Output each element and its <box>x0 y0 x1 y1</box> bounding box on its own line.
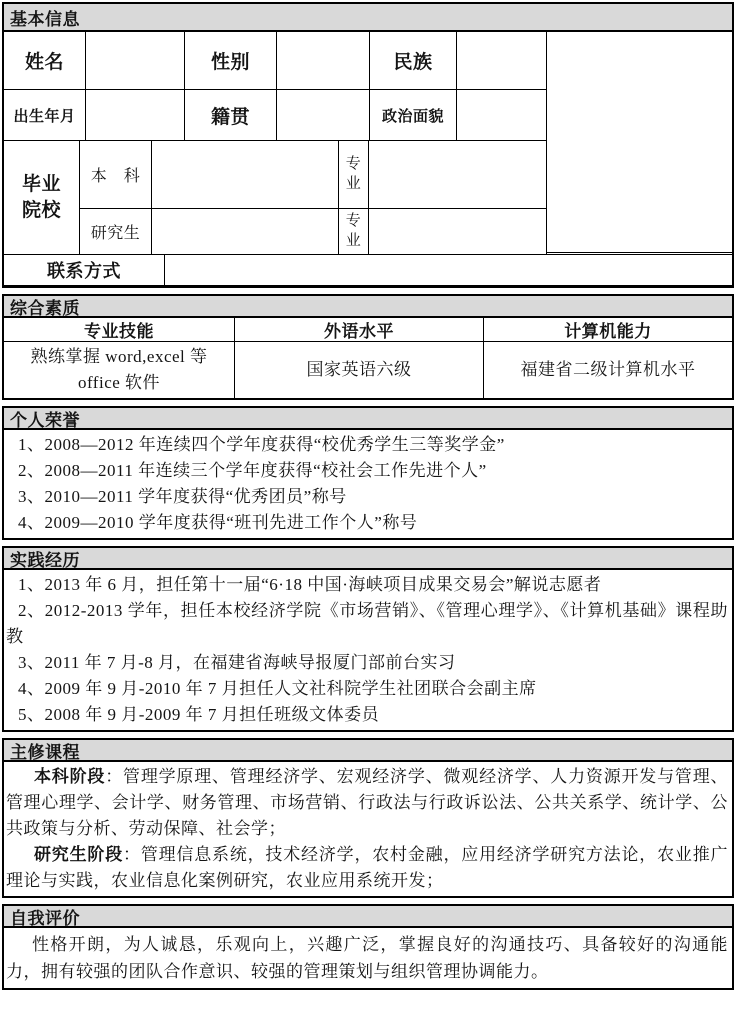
table-row <box>80 209 547 254</box>
section-title: 主修课程 <box>10 742 80 762</box>
honor-item: 4、2009—2010 学年度获得“班刊先进工作个人”称号 <box>18 513 418 532</box>
experience-item: 1、2013 年 6 月，担任第十一届“6·18 中国·海峡项目成果交易会”解说志愿者 <box>18 575 602 594</box>
graduate-stage-label: 研究生阶段 <box>34 845 124 864</box>
honors-list <box>2 430 734 540</box>
table-row <box>80 141 547 209</box>
section-title: 个人荣誉 <box>10 410 80 430</box>
experience-item: 3、2011 年 7 月-8 月，在福建省海峡导报厦门部前台实习 <box>18 653 456 672</box>
section-header-courses <box>2 738 734 762</box>
graduate-school-field[interactable] <box>152 209 339 254</box>
section-title: 自我评价 <box>10 908 80 928</box>
name-label: 姓名 <box>4 32 86 89</box>
self-evaluation-section <box>2 928 734 990</box>
native-place-label: 籍贯 <box>185 90 277 140</box>
skill-column-header: 专业技能 <box>4 318 235 341</box>
honor-item: 3、2010—2011 学年度获得“优秀团员”称号 <box>18 487 347 506</box>
contact-field[interactable] <box>165 255 732 285</box>
self-evaluation-text: 性格开朗，为人诚恳，乐观向上，兴趣广泛，掌握良好的沟通技巧、具备较好的沟通能力，拥有较强的团队合作意识、较强的管理策划与组织管理协调能力。 <box>6 935 728 981</box>
graduate-major-label: 专业 <box>339 209 369 254</box>
graduate-major-field[interactable] <box>369 209 547 254</box>
experience-item: 4、2009 年 9 月-2010 年 7 月担任人文社科院学生社团联合会副主席 <box>18 679 537 698</box>
undergraduate-major-field[interactable] <box>369 141 547 208</box>
graduate-courses <box>6 842 728 894</box>
undergraduate-courses-text: ：管理学原理、管理经济学、宏观经济学、微观经济学、人力资源开发与管理、管理心理学、会计学、财务管理、市场营销、行政法与行政诉讼法、公共关系学、统计学、公共政策与分析、劳动保障、社会学； <box>6 767 729 838</box>
section-title: 综合素质 <box>10 298 80 318</box>
section-header-experience <box>2 546 734 570</box>
graduate-courses-text: ：管理信息系统，技术经济学，农村金融，应用经济学研究方法论，农业推广理论与实践，农业信息化案例研究，农业应用系统开发； <box>6 845 729 890</box>
birth-date-field[interactable] <box>86 90 185 140</box>
ethnicity-label: 民族 <box>370 32 457 89</box>
birth-date-label: 出生年月 <box>4 90 86 140</box>
experience-item: 2、2012-2013 学年，担任本校经济学院《市场营销》、《管理心理学》、《计算机基础》课程助教 <box>6 601 728 646</box>
quality-table <box>2 318 734 400</box>
gender-label: 性别 <box>185 32 277 89</box>
undergraduate-school-field[interactable] <box>152 141 339 208</box>
school-sub-rows <box>80 141 547 254</box>
graduate-label: 研究生 <box>80 209 152 254</box>
honor-item: 2、2008—2011 年连续三个学年度获得“校社会工作先进个人” <box>18 461 487 480</box>
contact-label: 联系方式 <box>4 255 165 285</box>
honor-item: 1、2008—2012 年连续四个学年度获得“校优秀学生三等奖学金” <box>18 435 505 454</box>
photo-area[interactable] <box>547 32 732 253</box>
section-title: 实践经历 <box>10 550 80 570</box>
political-status-field[interactable] <box>457 90 547 140</box>
section-header-quality <box>2 294 734 318</box>
quality-header-row <box>4 318 732 342</box>
table-row <box>4 255 732 286</box>
undergraduate-courses <box>6 764 728 842</box>
language-column-header: 外语水平 <box>235 318 484 341</box>
graduation-school-label: 毕业院校 <box>4 141 80 254</box>
computer-value: 福建省二级计算机水平 <box>520 359 696 379</box>
political-status-label: 政治面貌 <box>370 90 457 140</box>
computer-column-header: 计算机能力 <box>564 322 652 341</box>
gender-field[interactable] <box>277 32 370 89</box>
basic-info-table <box>2 32 734 288</box>
experience-item: 5、2008 年 9 月-2009 年 7 月担任班级文体委员 <box>18 705 380 724</box>
experience-list <box>2 570 734 732</box>
undergraduate-major-label: 专业 <box>339 141 369 208</box>
name-field[interactable] <box>86 32 185 89</box>
quality-value-row <box>4 342 732 398</box>
skill-value: 熟练掌握 word,excel 等 office 软件 <box>4 342 235 398</box>
courses-section <box>2 762 734 898</box>
section-title: 基本信息 <box>10 9 80 29</box>
undergraduate-label: 本 科 <box>80 141 152 208</box>
undergraduate-stage-label: 本科阶段 <box>34 767 106 786</box>
section-header-basic-info <box>2 2 734 32</box>
native-place-field[interactable] <box>277 90 370 140</box>
section-header-self-evaluation <box>2 904 734 928</box>
ethnicity-field[interactable] <box>457 32 547 89</box>
section-header-honors <box>2 406 734 430</box>
language-value: 国家英语六级 <box>235 342 484 398</box>
